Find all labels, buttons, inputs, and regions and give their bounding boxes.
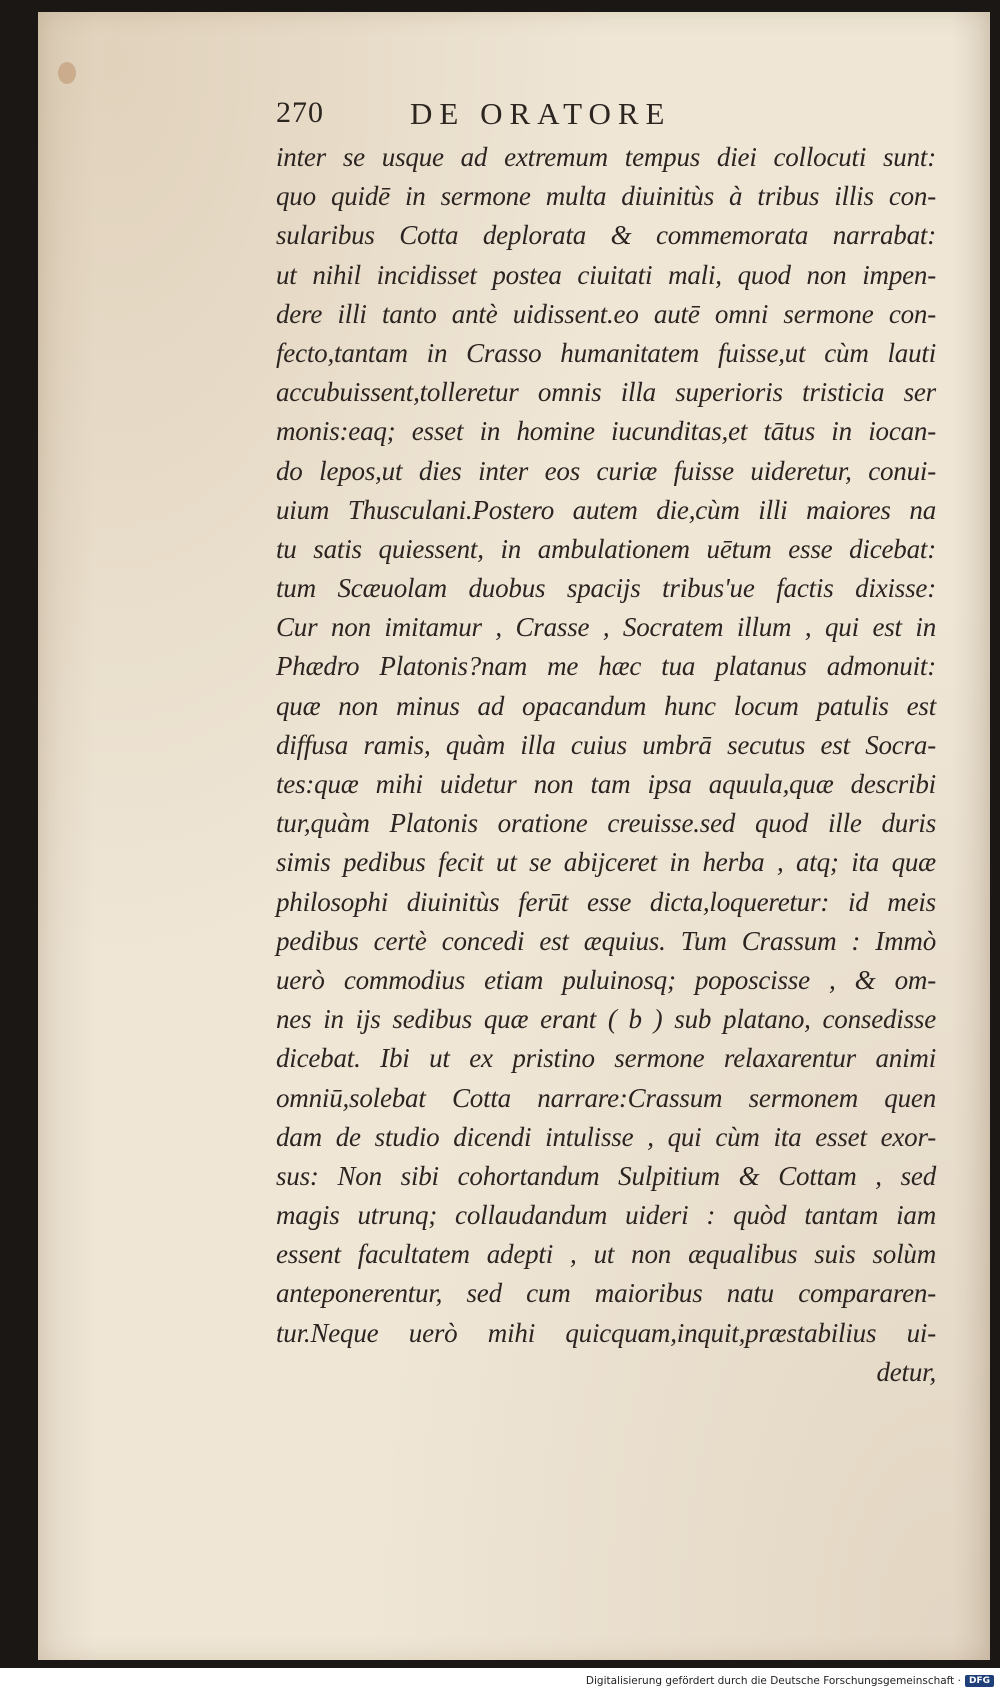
text-line-20: philosophi diuinitùs ferūt esse dicta,loqueretur: id meis xyxy=(276,886,936,917)
text-line-3: sularibus Cotta deplorata & commemorata narrabat: xyxy=(276,220,936,251)
text-line-22: uerò commodius etiam puluinosq; poposcisse , & om- xyxy=(276,964,936,995)
text-line-24: dicebat. Ibi ut ex pristino sermone relaxarentur animi xyxy=(276,1043,936,1074)
text-line-18: tur,quàm Platonis oratione creuisse.sed quod ille duris xyxy=(276,808,936,839)
running-head xyxy=(276,96,916,136)
text-line-23: nes in ijs sedibus quæ erant ( b ) sub platano, consedisse xyxy=(276,1004,936,1035)
page-number: 270 xyxy=(276,96,324,129)
text-line-28: magis utrunq; collaudandum uideri : quòd tantam iam xyxy=(276,1200,936,1231)
paper-stain xyxy=(58,62,76,84)
text-line-25: omniū,solebat Cotta narrare:Crassum sermonem quen xyxy=(276,1082,936,1113)
text-line-5: dere illi tanto antè uidissent.eo autē omni sermone con- xyxy=(276,298,936,329)
text-line-30: anteponerentur, sed cum maioribus natu compararen- xyxy=(276,1278,936,1309)
running-head-title: DE ORATORE xyxy=(410,96,672,131)
text-line-11: tu satis quiessent, in ambulationem uētum esse dicebat: xyxy=(276,533,936,564)
body-text xyxy=(276,138,936,1392)
dfg-logo-icon: DFG xyxy=(965,1675,994,1687)
text-line-21: pedibus certè concedi est æquius. Tum Crassum : Immò xyxy=(276,925,936,956)
text-line-13: Cur non imitamur , Crasse , Socratem illum , qui est in xyxy=(276,612,936,643)
text-line-14: Phædro Platonis?nam me hæc tua platanus admonuit: xyxy=(276,651,936,682)
text-line-27: sus: Non sibi cohortandum Sulpitium & Cottam , sed xyxy=(276,1160,936,1191)
text-line-17: tes:quæ mihi uidetur non tam ipsa aquula,quæ describi xyxy=(276,769,936,799)
text-line-7: accubuissent,tolleretur omnis illa superioris tristicia ser xyxy=(276,377,936,408)
text-line-6: fecto,tantam in Crasso humanitatem fuisse,ut cùm lauti xyxy=(276,337,936,368)
text-line-19: simis pedibus fecit ut se abijceret in herba , atq; ita quæ xyxy=(276,847,936,878)
text-line-8: monis:eaq; esset in homine iucunditas,et tātus in iocan- xyxy=(276,416,936,447)
text-line-10: uium Thusculani.Postero autem die,cùm illi maiores na xyxy=(276,494,936,525)
footer-credit: Digitalisierung gefördert durch die Deutsche Forschungsgemeinschaft · xyxy=(585,1675,961,1687)
text-line-1: inter se usque ad extremum tempus diei collocuti sunt: xyxy=(276,142,936,172)
text-line-26: dam de studio dicendi intulisse , qui cùm ita esset exor- xyxy=(276,1121,936,1152)
text-line-16: diffusa ramis, quàm illa cuius umbrā secutus est Socra- xyxy=(276,729,936,760)
text-line-15: quæ non minus ad opacandum hunc locum patulis est xyxy=(276,690,936,721)
text-line-4: ut nihil incidisset postea ciuitati mali, quod non impen- xyxy=(276,259,936,290)
text-line-31: tur.Neque uerò mihi quicquam,inquit,præstabilius ui- xyxy=(276,1317,936,1348)
text-line-12: tum Scæuolam duobus spacijs tribus'ue factis dixisse: xyxy=(276,573,936,604)
catchword: detur, xyxy=(876,1356,936,1387)
text-line-9: do lepos,ut dies inter eos curiæ fuisse uideretur, conui- xyxy=(276,455,936,486)
text-line-2: quo quidē in sermone multa diuinitùs à tribus illis con- xyxy=(276,181,936,212)
digitization-footer xyxy=(586,1672,994,1690)
text-line-29: essent facultatem adepti , ut non æqualibus suis solùm xyxy=(276,1239,936,1270)
